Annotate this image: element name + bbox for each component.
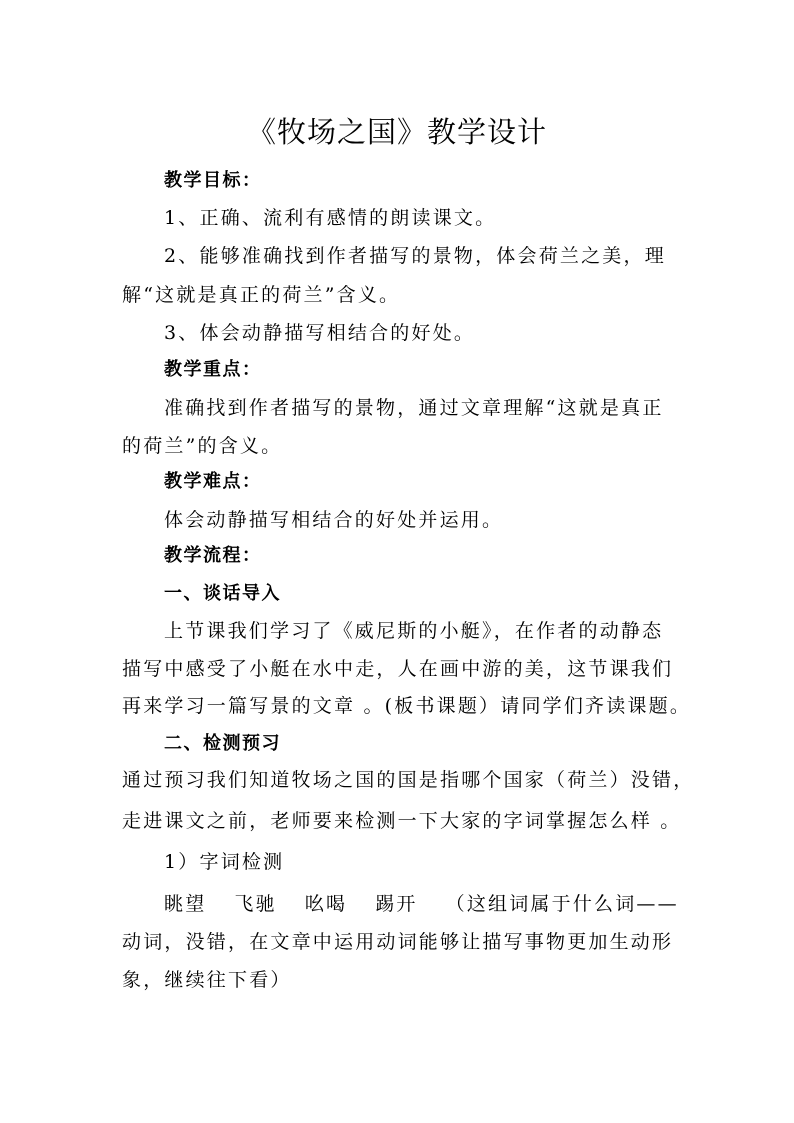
vocab-word: 吆喝 — [304, 893, 348, 915]
objective-2-line1: 2、能够准确找到作者描写的景物，体会荷兰之美，理 — [164, 245, 666, 267]
section-1-line1: 上节课我们学习了《威尼斯的小艇》，在作者的动静态 — [164, 620, 664, 642]
section-2-heading: 二、检测预习 — [164, 733, 281, 754]
section-2-line2: 走进课文之前，老师要来检测一下大家的字词掌握怎么样 。 — [122, 810, 682, 832]
vocab-words-line — [164, 891, 679, 917]
page-title: 《牧场之国》教学设计 — [246, 115, 547, 149]
vocab-heading: 1）字词检测 — [164, 851, 285, 873]
section-2-line1: 通过预习我们知道牧场之国的国是指哪个国家（荷兰）没错， — [122, 769, 695, 791]
section-1-heading: 一、谈话导入 — [164, 583, 281, 604]
objective-1: 1、正确、流利有感情的朗读课文。 — [164, 207, 497, 229]
process-heading: 教学流程： — [164, 545, 262, 566]
section-1-line2: 描写中感受了小艇在水中走，人在画中游的美，这节课我们 — [122, 658, 674, 680]
vocab-word: 眺望 — [164, 893, 207, 915]
section-1-line3: 再来学习一篇写景的文章 。(板书课题）请同学们齐读课题。 — [122, 695, 692, 717]
vocab-line2: 动词，没错，在文章中运用动词能够让描写事物更加生动形 — [122, 931, 674, 953]
key-points-line1: 准确找到作者描写的景物，通过文章理解“这就是真正 — [164, 397, 664, 419]
vocab-word: 踢开 — [375, 893, 418, 915]
objective-3: 3、体会动静描写相结合的好处。 — [164, 322, 476, 344]
difficulty-heading: 教学难点： — [164, 471, 262, 492]
vocab-word: 飞驰 — [234, 893, 277, 915]
key-points-heading: 教学重点： — [164, 359, 262, 380]
objectives-heading: 教学目标： — [164, 170, 262, 191]
key-points-line2: 的荷兰”的含义。 — [122, 435, 283, 457]
vocab-line3: 象，继续往下看） — [122, 969, 292, 991]
objective-2-line2: 解“这就是真正的荷兰”含义。 — [122, 284, 401, 306]
difficulty-text: 体会动静描写相结合的好处并运用。 — [164, 509, 504, 531]
vocab-note: （这组词属于什么词—— — [445, 893, 679, 915]
